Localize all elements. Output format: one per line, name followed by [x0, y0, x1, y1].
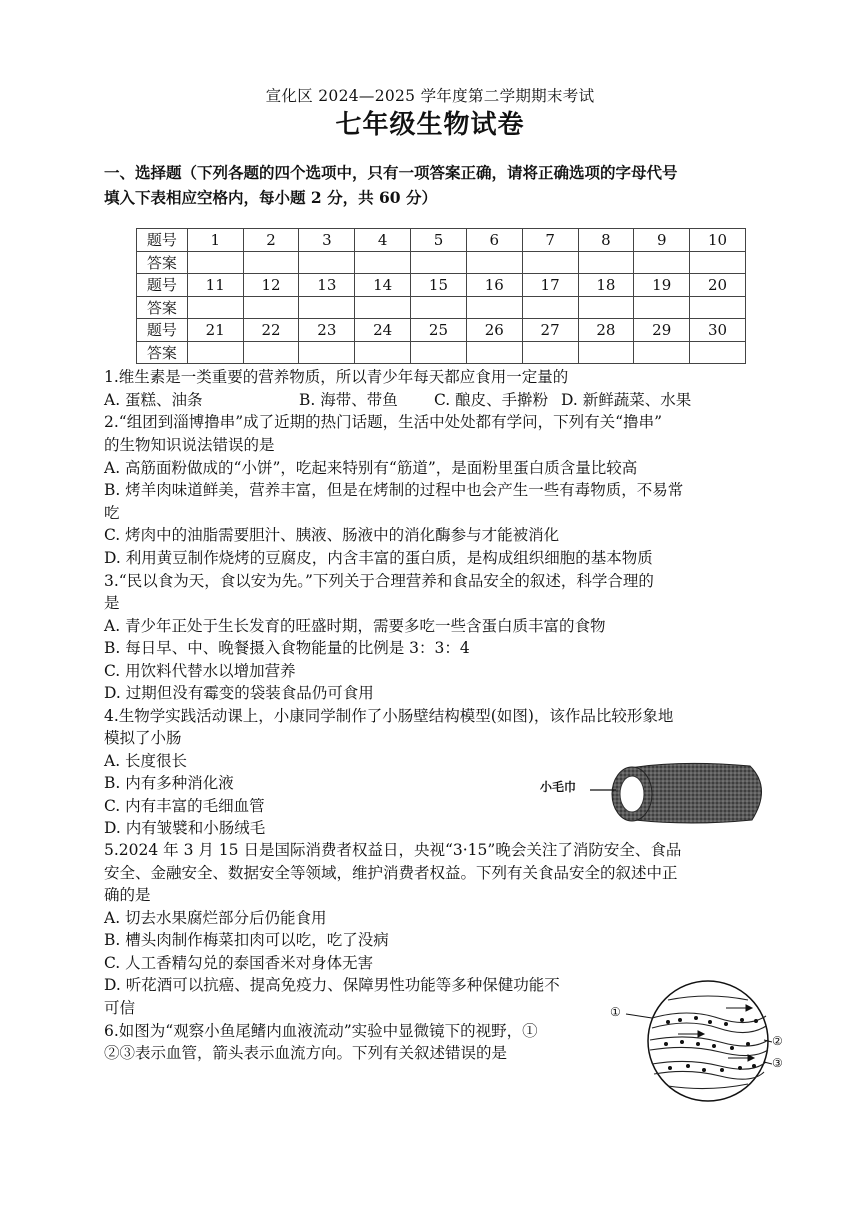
q6-stem-line-1: 6.如图为“观察小鱼尾鳍内血液流动”实验中显微镜下的视野，① [104, 1022, 538, 1040]
question-number: 26 [466, 319, 522, 342]
answer-cell[interactable] [355, 251, 411, 274]
question-number: 11 [187, 274, 243, 297]
q2-option-b-line-1: B. 烤羊肉味道鲜美，营养丰富，但是在烤制的过程中也会产生一些有毒物质，不易常 [104, 481, 684, 499]
question-number: 18 [578, 274, 634, 297]
q1-option-c: C. 酿皮、手擀粉 [434, 391, 549, 409]
row-label-question: 题号 [137, 274, 188, 297]
q1-option-a: A. 蛋糕、油条 [104, 391, 203, 409]
q6-stem-line-2: ②③表示血管，箭头表示血流方向。下列有关叙述错误的是 [104, 1044, 508, 1062]
q4-option-b: B. 内有多种消化液 [104, 774, 234, 792]
section-heading-line-1: 一、选择题（下列各题的四个选项中，只有一项答案正确，请将正确选项的字母代号 [104, 163, 678, 182]
answer-cell[interactable] [522, 296, 578, 319]
question-number: 15 [411, 274, 467, 297]
answer-cell[interactable] [690, 296, 746, 319]
answer-cell[interactable] [466, 251, 522, 274]
question-number: 23 [299, 319, 355, 342]
q1-stem: 1.维生素是一类重要的营养物质，所以青少年每天都应食用一定量的 [104, 368, 569, 386]
q5-stem-line-3: 确的是 [104, 886, 151, 904]
answer-cell[interactable] [187, 296, 243, 319]
q3-option-a: A. 青少年正处于生长发育的旺盛时期，需要多吃一些含蛋白质丰富的食物 [104, 617, 606, 635]
table-row [137, 341, 746, 364]
answer-cell[interactable] [411, 341, 467, 364]
question-number: 6 [466, 229, 522, 252]
answer-cell[interactable] [466, 341, 522, 364]
q5-option-b: B. 槽头肉制作梅菜扣肉可以吃，吃了没病 [104, 931, 389, 949]
figure-label-towel: 小毛巾 [540, 780, 577, 794]
intestine-model-figure [540, 758, 770, 828]
answer-cell[interactable] [243, 341, 299, 364]
q5-stem-line-1: 5.2024 年 3 月 15 日是国际消费者权益日，央视“3·15”晚会关注了消防安全、食品 [104, 841, 682, 859]
answer-table [136, 228, 746, 364]
fish-tail-microscope-figure [608, 978, 788, 1104]
answer-cell[interactable] [466, 296, 522, 319]
q5-option-d-line-2: 可信 [104, 999, 136, 1017]
answer-cell[interactable] [634, 341, 690, 364]
question-number: 28 [578, 319, 634, 342]
question-number: 1 [187, 229, 243, 252]
question-number: 8 [578, 229, 634, 252]
q1-options [104, 390, 691, 410]
question-number: 9 [634, 229, 690, 252]
figure-label-1: ① [610, 1005, 621, 1019]
answer-cell[interactable] [299, 296, 355, 319]
answer-cell[interactable] [522, 341, 578, 364]
question-number: 19 [634, 274, 690, 297]
answer-cell[interactable] [690, 341, 746, 364]
table-row [137, 251, 746, 274]
section-heading-line-2: 填入下表相应空格内，每小题 2 分，共 60 分） [104, 188, 437, 207]
q4-stem-line-2: 模拟了小肠 [104, 729, 182, 747]
q1-option-b: B. 海带、带鱼 [299, 391, 398, 409]
q5-option-d-line-1: D. 听花酒可以抗癌、提高免疫力、保障男性功能等多种保健功能不 [104, 976, 560, 994]
row-label-question: 题号 [137, 229, 188, 252]
table-row [137, 319, 746, 342]
exam-subtitle: 宣化区 2024—2025 学年度第二学期期末考试 [265, 87, 595, 105]
question-number: 7 [522, 229, 578, 252]
q2-stem-line-1: 2.“组团到淄博撸串”成了近期的热门话题，生活中处处都有学问，下列有关“撸串” [104, 413, 662, 431]
answer-cell[interactable] [355, 296, 411, 319]
question-number: 24 [355, 319, 411, 342]
answer-cell[interactable] [355, 341, 411, 364]
row-label-answer: 答案 [137, 296, 188, 319]
question-number: 22 [243, 319, 299, 342]
q5-option-c: C. 人工香精勾兑的泰国香米对身体无害 [104, 954, 374, 972]
question-number: 5 [411, 229, 467, 252]
answer-cell[interactable] [243, 251, 299, 274]
q4-option-a: A. 长度很长 [104, 752, 188, 770]
q5-stem-line-2: 安全、金融安全、数据安全等领域，维护消费者权益。下列有关食品安全的叙述中正 [104, 864, 678, 882]
question-number: 25 [411, 319, 467, 342]
table-row [137, 296, 746, 319]
question-number: 16 [466, 274, 522, 297]
q2-stem-line-2: 的生物知识说法错误的是 [104, 436, 275, 454]
answer-cell[interactable] [634, 296, 690, 319]
figure-label-2: ② [772, 1034, 783, 1048]
q1-option-d: D. 新鲜蔬菜、水果 [561, 391, 692, 409]
question-number: 2 [243, 229, 299, 252]
answer-cell[interactable] [578, 296, 634, 319]
q3-option-b: B. 每日早、中、晚餐摄入食物能量的比例是 3：3：4 [104, 639, 470, 657]
q2-option-d: D. 利用黄豆制作烧烤的豆腐皮，内含丰富的蛋白质，是构成组织细胞的基本物质 [104, 549, 653, 567]
q3-option-d: D. 过期但没有霉变的袋装食品仍可食用 [104, 684, 374, 702]
q3-option-c: C. 用饮料代替水以增加营养 [104, 662, 296, 680]
answer-cell[interactable] [187, 341, 243, 364]
section-heading [104, 160, 764, 210]
answer-cell[interactable] [522, 251, 578, 274]
row-label-answer: 答案 [137, 251, 188, 274]
question-number: 13 [299, 274, 355, 297]
q2-option-a: A. 高筋面粉做成的“小饼”，吃起来特别有“筋道”，是面粉里蛋白质含量比较高 [104, 459, 638, 477]
answer-cell[interactable] [411, 251, 467, 274]
q4-option-c: C. 内有丰富的毛细血管 [104, 797, 265, 815]
question-number: 27 [522, 319, 578, 342]
answer-cell[interactable] [578, 251, 634, 274]
q2-option-c: C. 烤肉中的油脂需要胆汁、胰液、肠液中的消化酶参与才能被消化 [104, 526, 560, 544]
question-number: 30 [690, 319, 746, 342]
question-number: 20 [690, 274, 746, 297]
answer-cell[interactable] [299, 251, 355, 274]
question-number: 29 [634, 319, 690, 342]
answer-cell[interactable] [578, 341, 634, 364]
answer-cell[interactable] [411, 296, 467, 319]
answer-cell[interactable] [690, 251, 746, 274]
answer-cell[interactable] [187, 251, 243, 274]
question-number: 10 [690, 229, 746, 252]
question-number: 12 [243, 274, 299, 297]
q2-option-b-line-2: 吃 [104, 504, 120, 522]
table-row [137, 274, 746, 297]
row-label-question: 题号 [137, 319, 188, 342]
q4-stem-line-1: 4.生物学实践活动课上，小康同学制作了小肠壁结构模型(如图)，该作品比较形象地 [104, 707, 674, 725]
row-label-answer: 答案 [137, 341, 188, 364]
question-number: 21 [187, 319, 243, 342]
page-title: 七年级生物试卷 [335, 110, 525, 140]
q3-stem-line-1: 3.“民以食为天，食以安为先。”下列关于合理营养和食品安全的叙述，科学合理的 [104, 572, 654, 590]
answer-cell[interactable] [243, 296, 299, 319]
figure-label-3: ③ [772, 1056, 783, 1070]
question-number: 3 [299, 229, 355, 252]
question-number: 4 [355, 229, 411, 252]
table-row [137, 229, 746, 252]
q3-stem-line-2: 是 [104, 594, 120, 612]
answer-cell[interactable] [634, 251, 690, 274]
question-number: 17 [522, 274, 578, 297]
answer-cell[interactable] [299, 341, 355, 364]
q5-option-a: A. 切去水果腐烂部分后仍能食用 [104, 909, 327, 927]
question-number: 14 [355, 274, 411, 297]
q4-option-d: D. 内有皱襞和小肠绒毛 [104, 819, 266, 837]
